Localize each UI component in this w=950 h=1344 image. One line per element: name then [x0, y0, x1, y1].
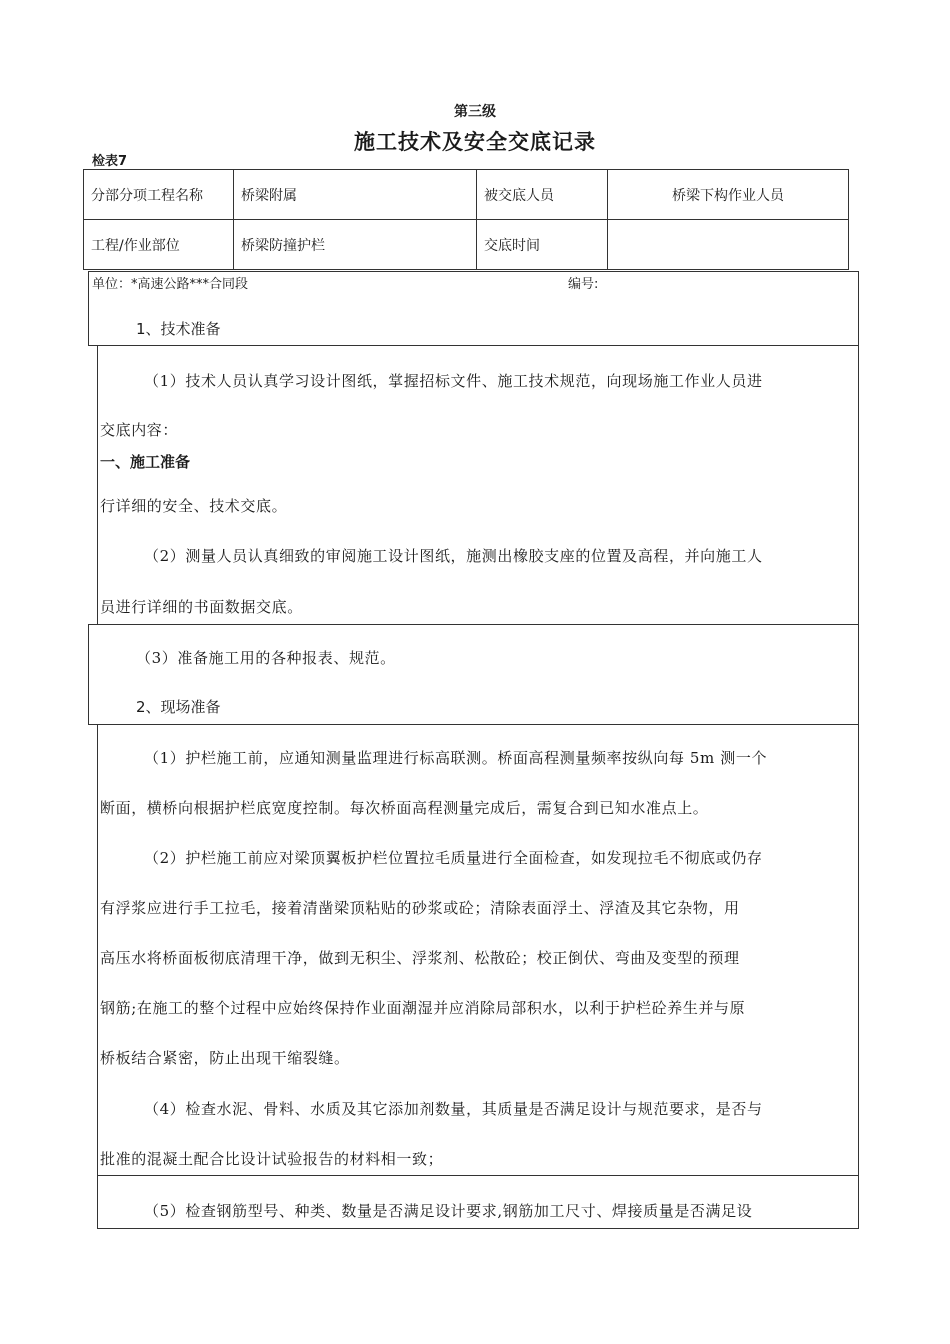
- number-label: 编号:: [568, 277, 599, 292]
- paragraph-line: 行详细的安全、技术交底。: [100, 497, 288, 515]
- paragraph-line: 批准的混凝土配合比设计试验报告的材料相一致；: [100, 1150, 444, 1168]
- info-table: [83, 169, 849, 270]
- project-name-value: 桥梁附属: [234, 170, 477, 220]
- paragraph-line: （5）检查钢筋型号、种类、数量是否满足设计要求,钢筋加工尺寸、焊接质量是否满足设: [144, 1202, 753, 1220]
- paragraph-line: 断面，横桥向根据护栏底宽度控制。每次桥面高程测量完成后，需复合到已知水准点上。: [100, 799, 709, 817]
- recipient-label: 被交底人员: [477, 170, 608, 220]
- section1-title: 1、技术准备: [136, 320, 221, 338]
- project-name-label: 分部分项工程名称: [84, 170, 234, 220]
- paragraph-line: （1）技术人员认真学习设计图纸，掌握招标文件、施工技术规范，向现场施工作业人员进: [144, 372, 763, 390]
- paragraph-line: （2）测量人员认真细致的审阅施工设计图纸，施测出橡胶支座的位置及高程，并向施工人: [144, 547, 763, 565]
- info-row: [84, 170, 849, 220]
- paragraph-line: 有浮浆应进行手工拉毛，接着清凿梁顶粘贴的砂浆或砼；清除表面浮土、浮渣及其它杂物，用: [100, 899, 740, 917]
- paragraph-line: 员进行详细的书面数据交底。: [100, 598, 303, 616]
- paragraph-line: 钢筋;在施工的整个过程中应始终保持作业面潮湿并应消除局部积水，以利于护栏砼养生并与原: [100, 999, 746, 1017]
- section2-title: 2、现场准备: [136, 698, 221, 716]
- paragraph-line: 交底内容：: [100, 421, 179, 439]
- paragraph-line: （2）护栏施工前应对梁顶翼板护栏位置拉毛质量进行全面检查，如发现拉毛不彻底或仍存: [144, 849, 763, 867]
- briefing-time-label: 交底时间: [477, 220, 608, 270]
- work-location-value: 桥梁防撞护栏: [234, 220, 477, 270]
- form-number: 检表7: [92, 154, 128, 169]
- recipient-value: 桥梁下构作业人员: [608, 170, 849, 220]
- work-location-label: 工程/作业部位: [84, 220, 234, 270]
- paragraph-line: 高压水将桥面板彻底清理干净，做到无积尘、浮浆剂、松散砼；校正倒伏、弯曲及变型的预理: [100, 949, 740, 967]
- paragraph-line: 桥板结合紧密，防止出现干缩裂缝。: [100, 1049, 350, 1067]
- page-title: 施工技术及安全交底记录: [354, 130, 596, 154]
- unit-text: 单位：*高速公路***合同段: [92, 277, 249, 292]
- paragraph-line: （4）检查水泥、骨料、水质及其它添加剂数量，其质量是否满足设计与规范要求，是否与: [144, 1100, 763, 1118]
- title-clip: [0, 118, 950, 154]
- info-row: [84, 220, 849, 270]
- briefing-time-value: [608, 220, 849, 270]
- level-label: 第三级: [454, 104, 496, 120]
- form-number-clip: [92, 148, 172, 169]
- paragraph-line: （3）准备施工用的各种报表、规范。: [136, 649, 396, 667]
- paragraph-line: （1）护栏施工前，应通知测量监理进行标高联测。桥面高程测量频率按纵向每 5m 测一个: [144, 749, 768, 767]
- subheading: 一、施工准备: [100, 453, 191, 471]
